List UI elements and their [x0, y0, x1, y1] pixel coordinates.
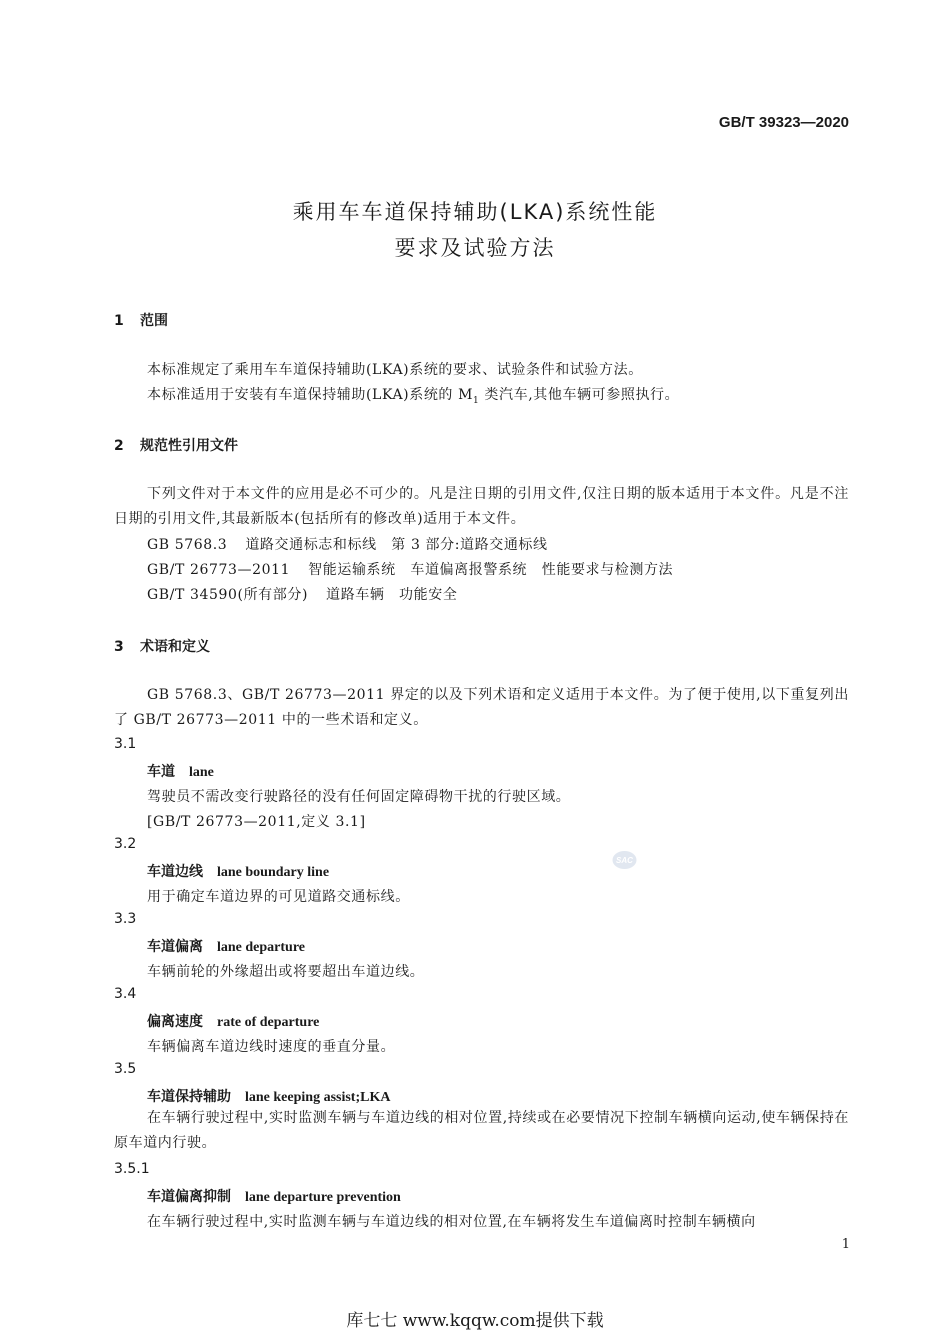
term-source: [GB/T 26773—2011,定义 3.1]: [147, 814, 366, 830]
term-zh: 车道偏离: [147, 939, 203, 955]
reference-title: 道路交通标志和标线 第 3 部分:道路交通标线: [245, 537, 548, 553]
reference-item: [147, 584, 457, 604]
standard-number: GB/T 39323—2020: [718, 114, 849, 131]
section-number: 3: [114, 639, 124, 655]
section-number: 1: [114, 313, 124, 329]
vehicle-category-subscript: 1: [473, 395, 480, 406]
term-heading: [147, 761, 214, 781]
reference-code: GB/T 26773—2011: [147, 562, 291, 578]
section-number: 2: [114, 438, 124, 454]
clause-number: 3.1: [114, 736, 137, 752]
term-zh: 车道: [147, 764, 175, 780]
term-zh: 偏离速度: [147, 1014, 203, 1030]
section-3-heading: [114, 636, 210, 656]
term-definition: 用于确定车道边界的可见道路交通标线。: [147, 889, 410, 905]
clause-number: 3.5: [114, 1061, 137, 1077]
term-zh: 车道保持辅助: [147, 1089, 231, 1105]
term-en: lane: [189, 765, 214, 780]
section-1-heading: [114, 310, 168, 330]
term-en: rate of departure: [217, 1015, 320, 1030]
clause-number: 3.5.1: [114, 1161, 150, 1177]
download-footer: 库七七 www.kqqw.com提供下载: [346, 1311, 604, 1331]
sac-watermark-text: SAC: [616, 856, 633, 865]
reference-code: GB 5768.3: [147, 537, 228, 553]
sac-watermark-icon: [612, 850, 637, 870]
term-heading: [147, 861, 329, 881]
term-heading: [147, 1186, 401, 1206]
term-heading: [147, 936, 305, 956]
section-title: 术语和定义: [140, 639, 210, 655]
page-number: 1: [841, 1237, 850, 1252]
section-1-paragraph-2: 本标准适用于安装有车道保持辅助(LKA)系统的 $M_1$ 类汽车,其他车辆可参照执行。: [147, 387, 680, 406]
clause-number: 3.3: [114, 911, 137, 927]
term-definition: 在车辆行驶过程中,实时监测车辆与车道边线的相对位置,持续或在必要情况下控制车辆横向运动,使车辆保持在原车道内行驶。: [114, 1110, 849, 1151]
reference-title: 智能运输系统 车道偏离报警系统 性能要求与检测方法: [308, 562, 674, 578]
reference-code: GB/T 34590(所有部分): [147, 587, 309, 603]
term-definition: 驾驶员不需改变行驶路径的没有任何固定障碍物干扰的行驶区域。: [147, 789, 571, 805]
section-title: 范围: [140, 313, 168, 329]
term-en: lane keeping assist;LKA: [245, 1090, 391, 1105]
clause-number: 3.2: [114, 836, 137, 852]
clause-number: 3.4: [114, 986, 137, 1002]
document-title-line2: 要求及试验方法: [394, 236, 556, 260]
term-definition: 车辆偏离车道边线时速度的垂直分量。: [147, 1039, 396, 1055]
term-heading: [147, 1011, 319, 1031]
section-title: 规范性引用文件: [140, 438, 238, 454]
reference-item: [147, 534, 548, 554]
term-en: lane boundary line: [217, 865, 330, 880]
reference-item: [147, 559, 673, 579]
term-zh: 车道边线: [147, 864, 203, 880]
term-en: lane departure prevention: [245, 1190, 401, 1205]
term-definition: 在车辆行驶过程中,实时监测车辆与车道边线的相对位置,在车辆将发生车道偏离时控制车辆横向: [147, 1214, 756, 1230]
section-2-intro: 下列文件对于本文件的应用是必不可少的。凡是注日期的引用文件,仅注日期的版本适用于本文件。凡是不注日期的引用文件,其最新版本(包括所有的修改单)适用于本文件。: [114, 486, 849, 527]
section-3-intro: GB 5768.3、GB/T 26773—2011 界定的以及下列术语和定义适用于本文件。为了便于使用,以下重复列出了 GB/T 26773—2011 中的一些术语和定义。: [114, 687, 849, 728]
term-definition: 车辆前轮的外缘超出或将要超出车道边线。: [147, 964, 425, 980]
section-1-paragraph-1: 本标准规定了乘用车车道保持辅助(LKA)系统的要求、试验条件和试验方法。: [147, 362, 643, 378]
section-2-heading: [114, 435, 238, 455]
reference-title: 道路车辆 功能安全: [326, 587, 458, 603]
term-heading: [147, 1086, 390, 1106]
term-zh: 车道偏离抑制: [147, 1189, 231, 1205]
document-title-line1: 乘用车车道保持辅助(LKA)系统性能: [292, 200, 658, 224]
term-en: lane departure: [217, 940, 306, 955]
